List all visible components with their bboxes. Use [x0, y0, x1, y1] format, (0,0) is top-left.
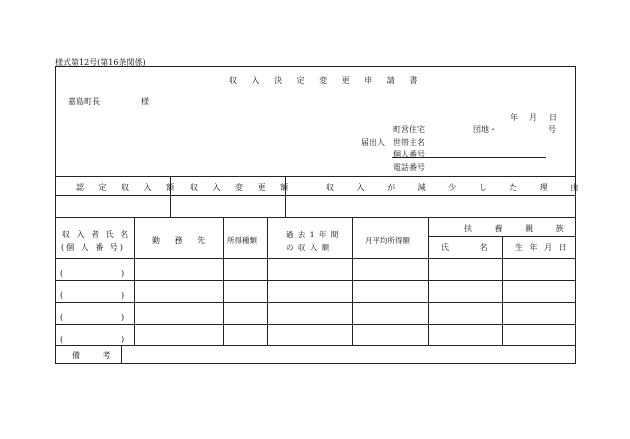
complex-label: 団地・ — [473, 125, 497, 134]
dependent-birthdate-header: 生 年 月 日 — [515, 243, 569, 252]
divider-v-remarks — [121, 345, 122, 364]
divider-v-col5 — [428, 217, 429, 345]
household-head-label: 世帯主名 — [393, 138, 425, 147]
reason-header: 収 入 が 減 少 し た 理 由 — [326, 183, 589, 192]
date-day: 日 — [549, 113, 557, 122]
row4-paren-close: ) — [121, 335, 125, 344]
certified-income-header: 認 定 収 入 額 — [76, 183, 181, 192]
divider-v-col2 — [223, 217, 224, 345]
dependents-header: 扶 養 親 族 — [464, 224, 574, 233]
row3-paren-close: ) — [121, 313, 125, 322]
divider-v-col6 — [502, 236, 503, 345]
form-title: 収 入 決 定 変 更 申 請 書 — [229, 76, 424, 85]
housing-label: 町営住宅 — [393, 125, 425, 134]
income-earner-name-header: 収 入 者 氏 名 — [62, 230, 131, 239]
form-label: 様式第12号(第16条関係) — [55, 58, 146, 67]
date-month: 月 — [529, 113, 537, 122]
remarks-label: 備 考 — [72, 351, 121, 360]
row4-paren-open: ( — [60, 335, 64, 344]
divider-v-col1 — [134, 217, 135, 345]
id-number-sub-header: (個 人 番 号) — [61, 243, 125, 252]
phone-label: 電話番号 — [393, 163, 425, 172]
row1-paren-open: ( — [60, 269, 64, 278]
row1-paren-close: ) — [121, 269, 125, 278]
divider-v-col3 — [267, 217, 268, 345]
divider-row1-top — [55, 176, 576, 177]
monthly-income-header: 月平均所得額 — [365, 236, 410, 245]
workplace-header: 勤 務 先 — [152, 236, 212, 245]
notifier-label: 届出人 — [361, 138, 385, 147]
divider-remarks-top — [55, 345, 576, 346]
row2-paren-open: ( — [60, 291, 64, 300]
room-number-label: 号 — [548, 125, 556, 134]
income-change-header: 収 入 変 更 額 — [190, 183, 295, 192]
past-year-income-header-2: の 収 入 額 — [286, 243, 331, 252]
divider-v-col4 — [352, 217, 353, 345]
past-year-income-header-1: 過 去 1 年 間 — [286, 230, 340, 239]
addressee-honorific: 様 — [141, 97, 149, 106]
row3-paren-open: ( — [60, 313, 64, 322]
row2-paren-close: ) — [121, 291, 125, 300]
dependent-name-header: 氏 名 — [441, 243, 502, 252]
addressee-name: 嘉島町長 — [68, 97, 100, 106]
divider-row1-mid — [55, 195, 576, 196]
income-type-header: 所得種類 — [227, 236, 257, 245]
id-number-label: 個人番号 — [393, 150, 425, 159]
date-year: 年 — [510, 113, 518, 122]
